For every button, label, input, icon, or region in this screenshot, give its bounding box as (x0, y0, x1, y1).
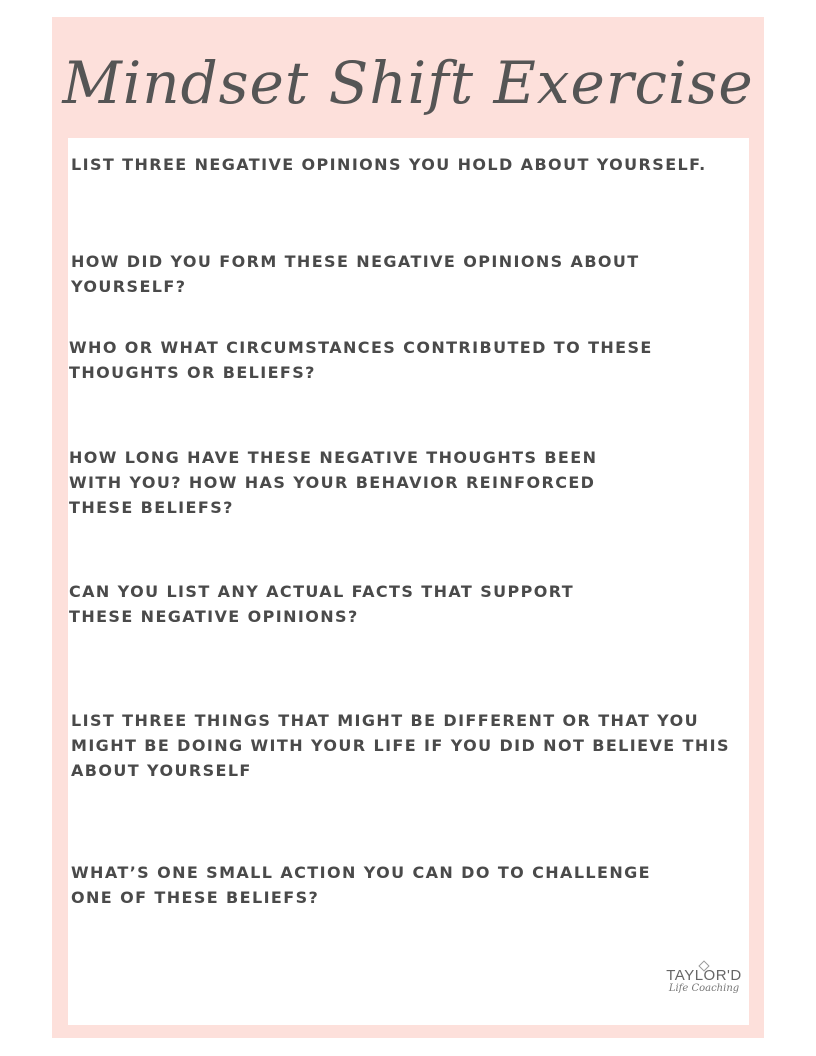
logo-subtext: Life Coaching (668, 983, 740, 994)
question-3: WHO OR WHAT CIRCUMSTANCES CONTRIBUTED TO THESE THOUGHTS OR BELIEFS? (69, 338, 653, 382)
question-4: HOW LONG HAVE THESE NEGATIVE THOUGHTS BEEN WITH YOU? HOW HAS YOUR BEHAVIOR REINFORCED THESE BELIEFS? (69, 448, 598, 517)
brand-logo (664, 962, 744, 1002)
logo-text: TAYLOR'D (666, 967, 742, 984)
question-7: WHAT’S ONE SMALL ACTION YOU CAN DO TO CHALLENGE ONE OF THESE BELIEFS? (71, 863, 651, 907)
question-5: CAN YOU LIST ANY ACTUAL FACTS THAT SUPPORT THESE NEGATIVE OPINIONS? (69, 582, 575, 626)
title-row (52, 38, 764, 128)
page-title: Mindset Shift Exercise (62, 49, 754, 117)
question-2: HOW DID YOU FORM THESE NEGATIVE OPINIONS ABOUT YOURSELF? (71, 252, 640, 296)
question-1: LIST THREE NEGATIVE OPINIONS YOU HOLD ABOUT YOURSELF. (71, 155, 707, 174)
question-6: LIST THREE THINGS THAT MIGHT BE DIFFERENT OR THAT YOU MIGHT BE DOING WITH YOUR LIFE IF YOU DID NOT BELIEVE THIS ABOUT YOURSELF (71, 711, 730, 780)
